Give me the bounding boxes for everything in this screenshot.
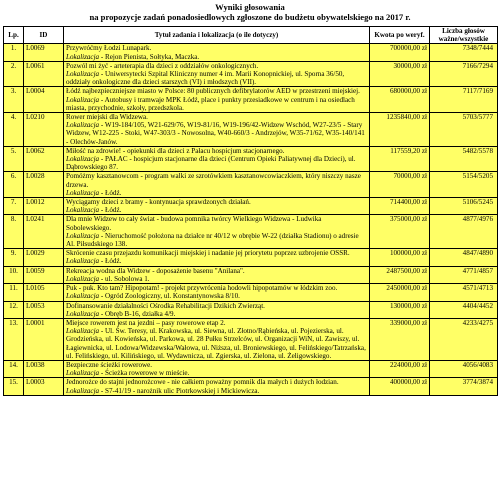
row-amount: 680000,00 zł [370, 87, 430, 113]
table-row [4, 172, 498, 198]
row-title: Łódź najbezpieczniejsze miasto w Polsce: 80 publicznych defibrylatorów AED w przestrzeni miejskiej. [66, 87, 360, 96]
location-label: Lokalizacja [66, 327, 100, 336]
row-title: Rower miejski dla Widzewa. [66, 113, 148, 122]
row-lp: 14. [4, 360, 24, 377]
row-title-cell [64, 266, 370, 283]
row-title-cell [64, 215, 370, 249]
row-votes: 4847/4890 [430, 249, 498, 266]
location-value: Nieruchomość położona na działce nr 40/12 w obrębie W-22 (działka Stadionu) o adresie Al. Piłsudskiego 138. [66, 231, 359, 249]
row-lp: 15. [4, 378, 24, 395]
row-lp: 10. [4, 266, 24, 283]
row-lp: 8. [4, 215, 24, 249]
row-title-cell [64, 61, 370, 87]
header-votes: Liczba głosów ważne/wszystkie [430, 27, 498, 44]
location-label: Lokalizacja [66, 274, 100, 283]
row-amount: 714400,00 zł [370, 198, 430, 215]
row-id: L0061 [24, 61, 64, 87]
location-separator: - [99, 70, 106, 79]
location-value: PAŁAC - hospicjum stacjonarne dla dzieci (Centrum Opieki Paliatywnej dla Dzieci), ul. Dąbrowskiego 87. [66, 155, 356, 172]
table-row [4, 318, 498, 360]
row-lp: 13. [4, 318, 24, 360]
table-row [4, 198, 498, 215]
row-lp: 4. [4, 113, 24, 147]
location-value: W19-184/105, W21-629/76, W19-81/16, W19-196/42-Widzew Wschód, W27-23/5 - Stary Widzew, W12-225 - Stoki, W47-303/3 - Nowosolna, W40-660/3 - Andrzejów, W35-71/62, W35-140/141 - Olechów-Janów. [66, 121, 365, 146]
location-value: Autobusy i tramwaje MPK Łódź, place i punkty przesiadkowe w centrum i na osiedlach miasta, przychodnie, szkoły, przedszkola. [66, 95, 355, 112]
location-value: Uniwersytecki Szpital Kliniczny numer 4 im. Marii Konopnickiej, ul. Sporna 36/50, oddziały onkologiczne dla dzieci starszych (VI) i młodszych (VII). [66, 70, 345, 87]
row-title-cell [64, 87, 370, 113]
location-separator: - [99, 52, 106, 61]
row-title-cell [64, 378, 370, 395]
location-separator: - [99, 121, 105, 130]
row-amount: 100000,00 zł [370, 249, 430, 266]
row-votes: 5106/5245 [430, 198, 498, 215]
row-amount: 1235840,00 zł [370, 113, 430, 147]
location-value: Ul. Św. Teresy, ul. Krakowska, ul. Siewna, ul. Złotno/Rąbieńska, ul. Pojezierska, ul. Grodzieńska, ul. Kowieńska, ul. Parkowa, ul. 28 Pułku Strzelców, ul. Organizacji WiN, ul. Zawiszy, ul. Łagiewnicka, ul. Lodowa/Widzewska/Wałowa, ul. Niższa, ul. Broniewskiego, ul. Felińskiego/Tatrzańska, ul. Felińskiego, ul. Kilińskiego, ul. Wydawnicza, ul. Zgierska, ul. Zielona, ul. Żeligowskiego. [66, 327, 366, 360]
row-lp: 6. [4, 172, 24, 198]
row-amount: 375000,00 zł [370, 215, 430, 249]
location-value: Łódź. [105, 206, 122, 215]
table-body [4, 44, 498, 395]
row-id: L0241 [24, 215, 64, 249]
location-value: Rejon Pienista, Sołtyka, Maczka. [105, 52, 200, 61]
row-id: L0105 [24, 284, 64, 301]
table-row [4, 360, 498, 377]
row-title-cell [64, 249, 370, 266]
row-title: Przywróćmy Łodzi Lunapark. [66, 44, 152, 53]
location-label: Lokalizacja [66, 386, 100, 395]
row-votes: 7348/7444 [430, 44, 498, 61]
row-votes: 4404/4452 [430, 301, 498, 318]
row-votes: 5703/5777 [430, 113, 498, 147]
row-amount: 70000,00 zł [370, 172, 430, 198]
table-row [4, 378, 498, 395]
location-separator: - [99, 206, 106, 215]
table-row [4, 215, 498, 249]
row-title: Dofinansowanie działalności Ośrodka Rehabilitacji Dzikich Zwierząt. [66, 301, 265, 310]
row-id: L0003 [24, 378, 64, 395]
location-separator: - [99, 309, 106, 318]
location-separator: - [99, 274, 106, 283]
table-row [4, 249, 498, 266]
row-votes: 4571/4713 [430, 284, 498, 301]
location-label: Lokalizacja [66, 257, 100, 266]
location-label: Lokalizacja [66, 206, 100, 215]
row-title-cell [64, 172, 370, 198]
row-amount: 130000,00 zł [370, 301, 430, 318]
location-label: Lokalizacja [66, 369, 100, 378]
row-votes: 4233/4275 [430, 318, 498, 360]
row-id: L0012 [24, 198, 64, 215]
row-lp: 3. [4, 87, 24, 113]
row-title: Jednorożce do stajni jednorożcowe - nie całkiem poważny pomnik dla małych i dużych łodzian. [66, 378, 339, 387]
row-votes: 4877/4976 [430, 215, 498, 249]
location-value: Obręb B-16, działka 4/9. [105, 309, 176, 318]
row-title: Wyciągamy dzieci z bramy - kontynuacja sprawdzonych działań. [66, 198, 251, 207]
row-title: Dla mnie Widzew to cały świat - budowa pomnika twórcy Wielkiego Widzewa - Ludwika Sobolewskiego. [66, 215, 322, 232]
row-lp: 12. [4, 301, 24, 318]
row-title-cell [64, 113, 370, 147]
location-separator: - [99, 292, 106, 301]
row-lp: 11. [4, 284, 24, 301]
row-amount: 224000,00 zł [370, 360, 430, 377]
row-title-cell [64, 44, 370, 61]
title-line-2: na propozycje zadań ponadosiedlowych zgłoszone do budżetu obywatelskiego na 2017 r. [89, 12, 411, 22]
row-amount: 700000,00 zł [370, 44, 430, 61]
row-id: L0001 [24, 318, 64, 360]
table-row [4, 284, 498, 301]
row-id: L0059 [24, 266, 64, 283]
row-amount: 30000,00 zł [370, 61, 430, 87]
location-separator: - [99, 369, 106, 378]
location-label: Lokalizacja [66, 52, 100, 61]
row-id: L0210 [24, 113, 64, 147]
row-votes: 5482/5578 [430, 146, 498, 172]
header-row [4, 27, 498, 44]
row-lp: 7. [4, 198, 24, 215]
table-row [4, 266, 498, 283]
location-label: Lokalizacja [66, 155, 100, 164]
header-amount: Kwota po weryf. [370, 27, 430, 44]
location-value: Ogród Zoologiczny, ul. Konstantynowska 8/10. [105, 292, 240, 301]
row-id: L0069 [24, 44, 64, 61]
row-id: L0004 [24, 87, 64, 113]
location-label: Lokalizacja [66, 188, 100, 197]
row-votes: 7117/7169 [430, 87, 498, 113]
row-amount: 2487500,00 zł [370, 266, 430, 283]
row-lp: 2. [4, 61, 24, 87]
location-value: Łódź. [105, 188, 122, 197]
row-id: L0062 [24, 146, 64, 172]
header-lp: Lp. [4, 27, 24, 44]
location-separator: - [99, 327, 106, 336]
row-amount: 339000,00 zł [370, 318, 430, 360]
table-row [4, 146, 498, 172]
row-title-cell [64, 146, 370, 172]
location-label: Lokalizacja [66, 231, 100, 240]
row-title: Rekreacja wodna dla Widzew - doposażenie basenu "Anilana". [66, 266, 245, 275]
row-title: Miejsce rowerem jest na jezdni – pasy rowerowe etap 2. [66, 318, 226, 327]
location-label: Lokalizacja [66, 309, 100, 318]
location-separator: - [99, 188, 106, 197]
row-lp: 9. [4, 249, 24, 266]
header-title: Tytuł zadania i lokalizacja (o ile dotyczy) [64, 27, 370, 44]
row-title: Bezpieczne ścieżki rowerowe. [66, 360, 153, 369]
row-amount: 400000,00 zł [370, 378, 430, 395]
results-table [3, 26, 498, 396]
row-title-cell [64, 360, 370, 377]
row-lp: 1. [4, 44, 24, 61]
location-label: Lokalizacja [66, 95, 100, 104]
table-row [4, 301, 498, 318]
row-title: Miłość na zdrowie! - opiekunki dla dzieci z Pałacu hospicjum stacjonarnego. [66, 146, 285, 155]
document-title [0, 0, 500, 22]
table-row [4, 87, 498, 113]
row-id: L0038 [24, 360, 64, 377]
location-label: Lokalizacja [66, 70, 100, 79]
location-separator: - [99, 386, 106, 395]
row-title: Puk - puk. Kto tam? Hipopotam! - projekt przywrócenia hodowli hipopotamów w łódzkim zoo. [66, 284, 338, 293]
header-id: ID [24, 27, 64, 44]
row-title: Pozwól mi żyć - arteterapia dla dzieci z oddziałów onkologicznych. [66, 61, 259, 70]
row-lp: 5. [4, 146, 24, 172]
row-title: Skrócenie czasu przejazdu komunikacji miejskiej i nadanie jej priorytetu poprzez uzbrojenie OSSR. [66, 249, 350, 258]
location-label: Lokalizacja [66, 292, 100, 301]
row-title-cell [64, 284, 370, 301]
row-title-cell [64, 301, 370, 318]
table-row [4, 61, 498, 87]
row-amount: 117559,20 zł [370, 146, 430, 172]
row-title-cell [64, 318, 370, 360]
table-row [4, 113, 498, 147]
location-value: ul. Sobolowa 1. [105, 274, 150, 283]
row-id: L0028 [24, 172, 64, 198]
row-id: L0053 [24, 301, 64, 318]
location-value: Łódź. [105, 257, 122, 266]
row-votes: 3774/3874 [430, 378, 498, 395]
row-title-cell [64, 198, 370, 215]
location-separator: - [99, 231, 106, 240]
location-label: Lokalizacja [66, 121, 100, 130]
table-row [4, 44, 498, 61]
location-value: S7-41/19 - narożnik ulic Piotrkowskiej i Mickiewicza. [105, 386, 260, 395]
row-votes: 5154/5205 [430, 172, 498, 198]
row-title: Pomóżmy kasztanowcom - program walki ze szrotówkiem kasztanowcowiaczkiem, który niszczy nasze drzewa. [66, 172, 361, 189]
location-value: Ścieżka rowerowe w mieście. [105, 369, 190, 378]
location-separator: - [99, 95, 105, 104]
row-votes: 7166/7294 [430, 61, 498, 87]
row-votes: 4056/4083 [430, 360, 498, 377]
location-separator: - [99, 257, 106, 266]
location-separator: - [99, 155, 106, 164]
row-id: L0029 [24, 249, 64, 266]
row-votes: 4771/4857 [430, 266, 498, 283]
title-line-1: Wyniki głosowania [215, 2, 285, 12]
row-amount: 2450000,00 zł [370, 284, 430, 301]
